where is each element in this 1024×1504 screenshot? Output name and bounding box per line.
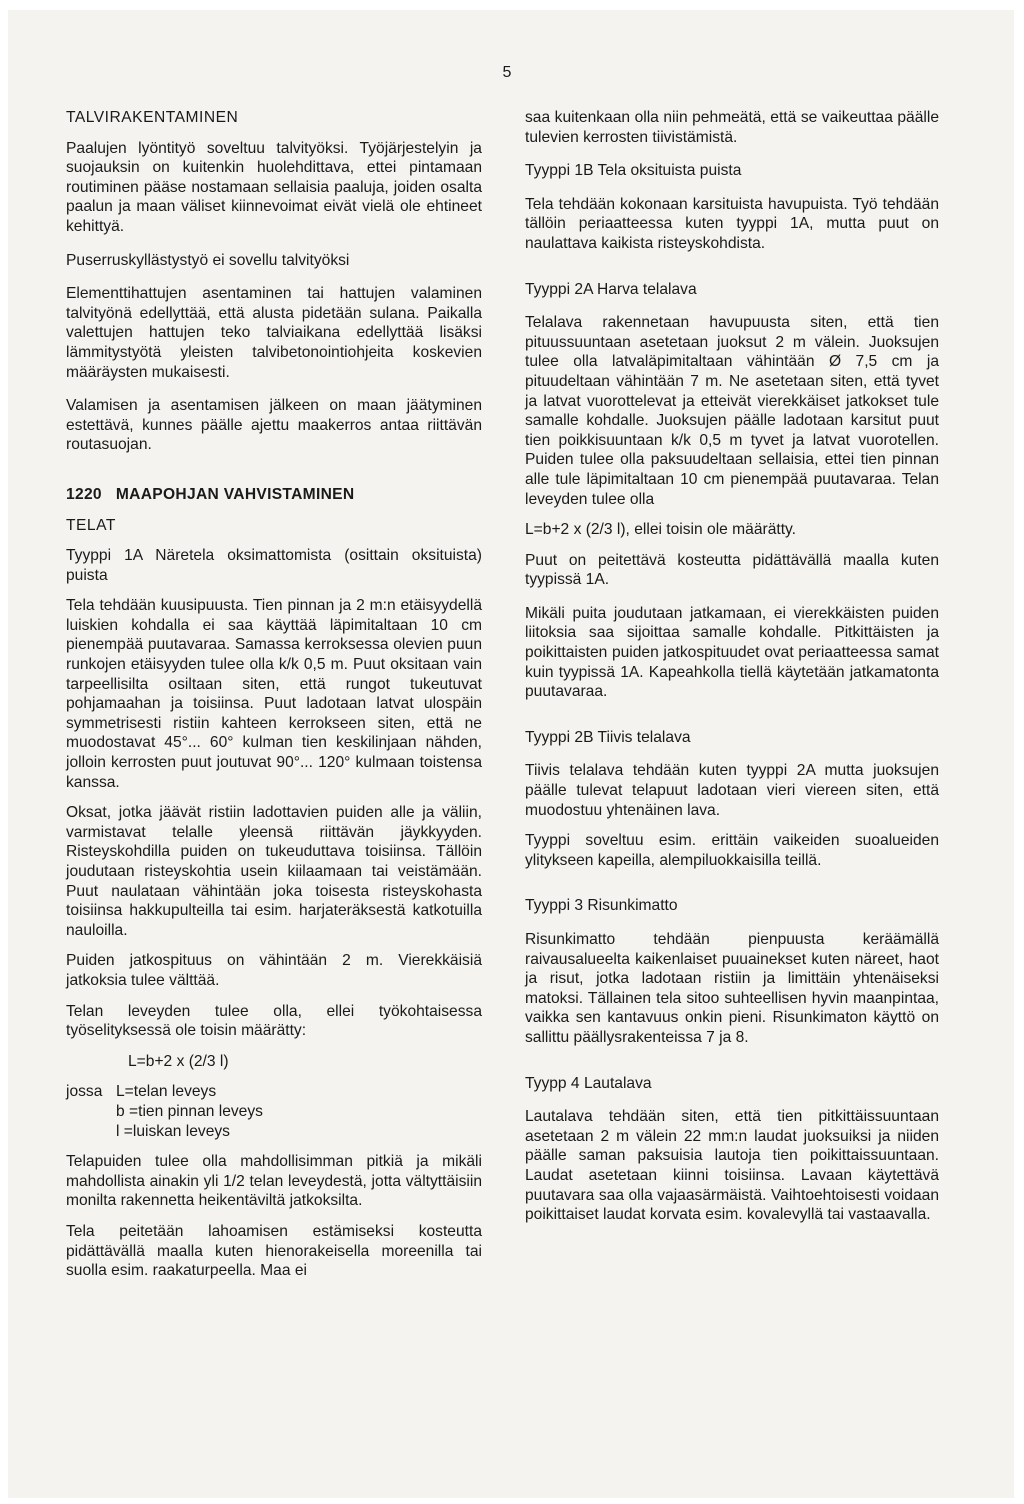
- paragraph-tela-kuusipuusta: Tela tehdään kuusipuusta. Tien pinnan ja 2 m:n etäisyydellä luiskien kohdalla ei saa käyttää läpimitaltaan 10 cm pienempää puutavaraa. Samassa kerroksessa olevien puun runkojen etäisyyden tulee olla k/k 0,5 m. Puut oksitaan vain tarpeellisilta osiltaan siten, että rungot tukeutuvat pohjamaahan ja toisiinsa. Puut ladotaan latvat ulospäin symmetrisesti ristiin kahteen kerrokseen siten, että ne muodostavat 45°... 60° kulman tien keskilinjaan nähden, jolloin kerrosten puut joutuvat 90°... 120° kulmaan toistensa kanssa.: [66, 597, 482, 791]
- paragraph-continuation: saa kuitenkaan olla niin pehmeätä, että se vaikeuttaa päälle tulevien kerrosten tiivistämistä.: [525, 109, 939, 146]
- paragraph-paalujen: Paalujen lyöntityö soveltuu talvityöksi. Työjärjestelyin ja suojauksin on kuitenkin huolehdittava, ettei pintamaan routiminen pääse nostamaan sellaisia paaluja, joiden osalta paalun ja maan väliset kiinnevoimat eivät vielä ole ehtineet kehittyä.: [66, 139, 482, 235]
- paragraph-puserrus: Puserruskyllästystyö ei sovellu talvityöksi: [66, 251, 350, 269]
- left-column: [66, 108, 482, 1281]
- legend-key: jossa: [66, 1083, 103, 1101]
- subsection-telat: TELAT: [66, 516, 116, 534]
- paragraph-valamisen: Valamisen ja asentamisen jälkeen on maan jäätyminen estettävä, kunnes päälle ajettu maakerros antaa riittävän routasuojan.: [66, 397, 482, 454]
- formula-legend-row: [66, 1082, 482, 1102]
- paragraph-mikali: Mikäli puita joudutaan jatkamaan, ei vierekkäisten puiden liitoksia saa sijoittaa samalle kohdalle. Pitkittäisten ja poikittaisten puiden jatkospituudet ovat periaatteessa samat kuin tyypissä 1A. Kapeahkolla tiellä käytetään jatkamatonta puutavaraa.: [525, 604, 939, 701]
- legend-item: L=telan leveys: [116, 1083, 217, 1101]
- section-heading: [66, 485, 482, 505]
- type-2b-heading: Tyyppi 2B Tiivis telalava: [525, 728, 691, 746]
- paragraph-telapuiden: Telapuiden tulee olla mahdollisimman pitkiä ja mikäli mahdollista ainakin yli 1/2 telan leveydestä, jotta vältyttäisiin monilta rakennetta heikentäviltä jatkoksilta.: [66, 1153, 482, 1210]
- type-1b-heading: Tyyppi 1B Tela oksituista puista: [525, 162, 742, 180]
- paragraph-oksat: Oksat, jotka jäävät ristiin ladottavien puiden alle ja väliin, varmistavat telalle yleensä riittävän jäykkyyden. Risteyskohdilla puiden on tukeuduttava toisiinsa. Tällöin joudutaan risteyskohtia usein kiilaamaan tai veistämään. Puut naulataan vähintään joka toisesta risteyskohasta toisiinsa hakkupulteilla tai esim. harjateräksestä katkotuilla nauloilla.: [66, 804, 482, 939]
- heading-talvirakentaminen: TALVIRAKENTAMINEN: [66, 109, 239, 126]
- paragraph-soveltuu: Tyyppi soveltuu esim. erittäin vaikeiden suoalueiden ylitykseen kapeilla, alempiluokkaisilla teillä.: [525, 832, 939, 869]
- section-number: 1220: [66, 485, 102, 503]
- paragraph-telan-leveyden: Telan leveyden tulee olla, ellei työkohtaisessa työselityksessä ole toisin määrätty:: [66, 1002, 482, 1040]
- paragraph-lautalava: Lautalava tehdään siten, että tien pitkittäissuuntaan asetetaan 2 m välein 22 mm:n laudat juoksuiksi ja niiden päälle saman paksuisia lautoja tien poikittaissuuntaan. Laudat asetetaan kiinni toisiinsa. Lavaan käytettävä puutavara saa olla vajaasärmäistä. Vaihtoehtoisesti voidaan poikittaiset laudat korvata esim. kovalevyllä tai vastaavalla.: [525, 1108, 939, 1224]
- paragraph-puut-peitettava: Puut on peitettävä kosteutta pidättävällä maalla kuten tyypissä 1A.: [525, 551, 939, 589]
- type-1a-heading: Tyyppi 1A Näretela oksimattomista (osittain oksituista) puista: [66, 547, 482, 584]
- paragraph-tiivis: Tiivis telalava tehdään kuten tyyppi 2A mutta juoksujen päälle tulevat telapuut ladotaan vieri viereen siten, että muodostuu yhtenäinen lava.: [525, 762, 939, 819]
- paragraph-telalava: Telalava rakennetaan havupuusta siten, että tien pituussuuntaan asetetaan juoksut 2 m välein. Juoksujen tulee olla latvaläpimitaltaan vähintään Ø 7,5 cm ja pituudeltaan vähintään 7 m. Ne asetetaan siten, että tyvet ja latvat vuorottelevat ja etteivät vierekkäiset jatkokset tule samalle kohdalle. Juoksujen päälle ladotaan karsitut puut tien poikkisuuntaan k/k 0,5 m tyvet ja latvat vuorotellen. Puiden tulee olla paksuudeltaan sellaisia, ettei tien pinnan alle tule läpimitaltaan 10 cm pienempää puutavaraa. Telan leveyden tulee olla: [525, 314, 939, 508]
- paragraph-tyyppi-1b: Tela tehdään kokonaan karsituista havupuista. Työ tehdään tällöin periaatteessa kuten tyyppi 1A, mutta puut on naulattava kaikista risteyskohdista.: [525, 195, 939, 252]
- section-title: MAAPOHJAN VAHVISTAMINEN: [115, 485, 355, 503]
- width-formula: L=b+2 x (2/3 l): [128, 1052, 229, 1070]
- width-formula-right: L=b+2 x (2/3 l), ellei toisin ole määrätty.: [525, 521, 797, 539]
- type-4-heading: Tyypp 4 Lautalava: [525, 1074, 652, 1092]
- page-number: 5: [502, 64, 512, 81]
- paragraph-jatkospituus: Puiden jatkospituus on vähintään 2 m. Vierekkäisiä jatkoksia tulee välttää.: [66, 952, 482, 989]
- type-3-heading: Tyyppi 3 Risunkimatto: [525, 897, 678, 915]
- paragraph-risunkimatto: Risunkimatto tehdään pienpuusta keräämällä raivausalueelta kaikenlaiset puuainekset kuten näreet, haot ja risut, jotka ladotaan ristiin ja limittäin yhtenäiseksi matoksi. Tällainen tela sitoo suhteellisen hyvin maanpintaa, vaikka sen kantavuus onkin pieni. Risunkimaton käyttö on sallittu päällysrakenteissa 7 ja 8.: [525, 931, 939, 1046]
- legend-item: b =tien pinnan leveys: [116, 1102, 263, 1120]
- legend-item: l =luiskan leveys: [116, 1122, 230, 1140]
- paragraph-elementtihattujen: Elementtihattujen asentaminen tai hattujen valaminen talvityönä edellyttää, että alusta pidetään sulana. Paikalla valettujen hattujen teko talviaikana edellyttää lisäksi lämmitystyötä yleisten talvibetonointiohjeita koskevien määräysten mukaisesti.: [66, 285, 482, 381]
- right-column: [525, 108, 939, 1225]
- paragraph-tela-peitetaan: Tela peitetään lahoamisen estämiseksi kosteutta pidättävällä maalla kuten hienorakeisella moreenilla tai suolla esim. raakaturpeella. Maa ei: [66, 1222, 482, 1280]
- type-2a-heading: Tyyppi 2A Harva telalava: [525, 280, 697, 298]
